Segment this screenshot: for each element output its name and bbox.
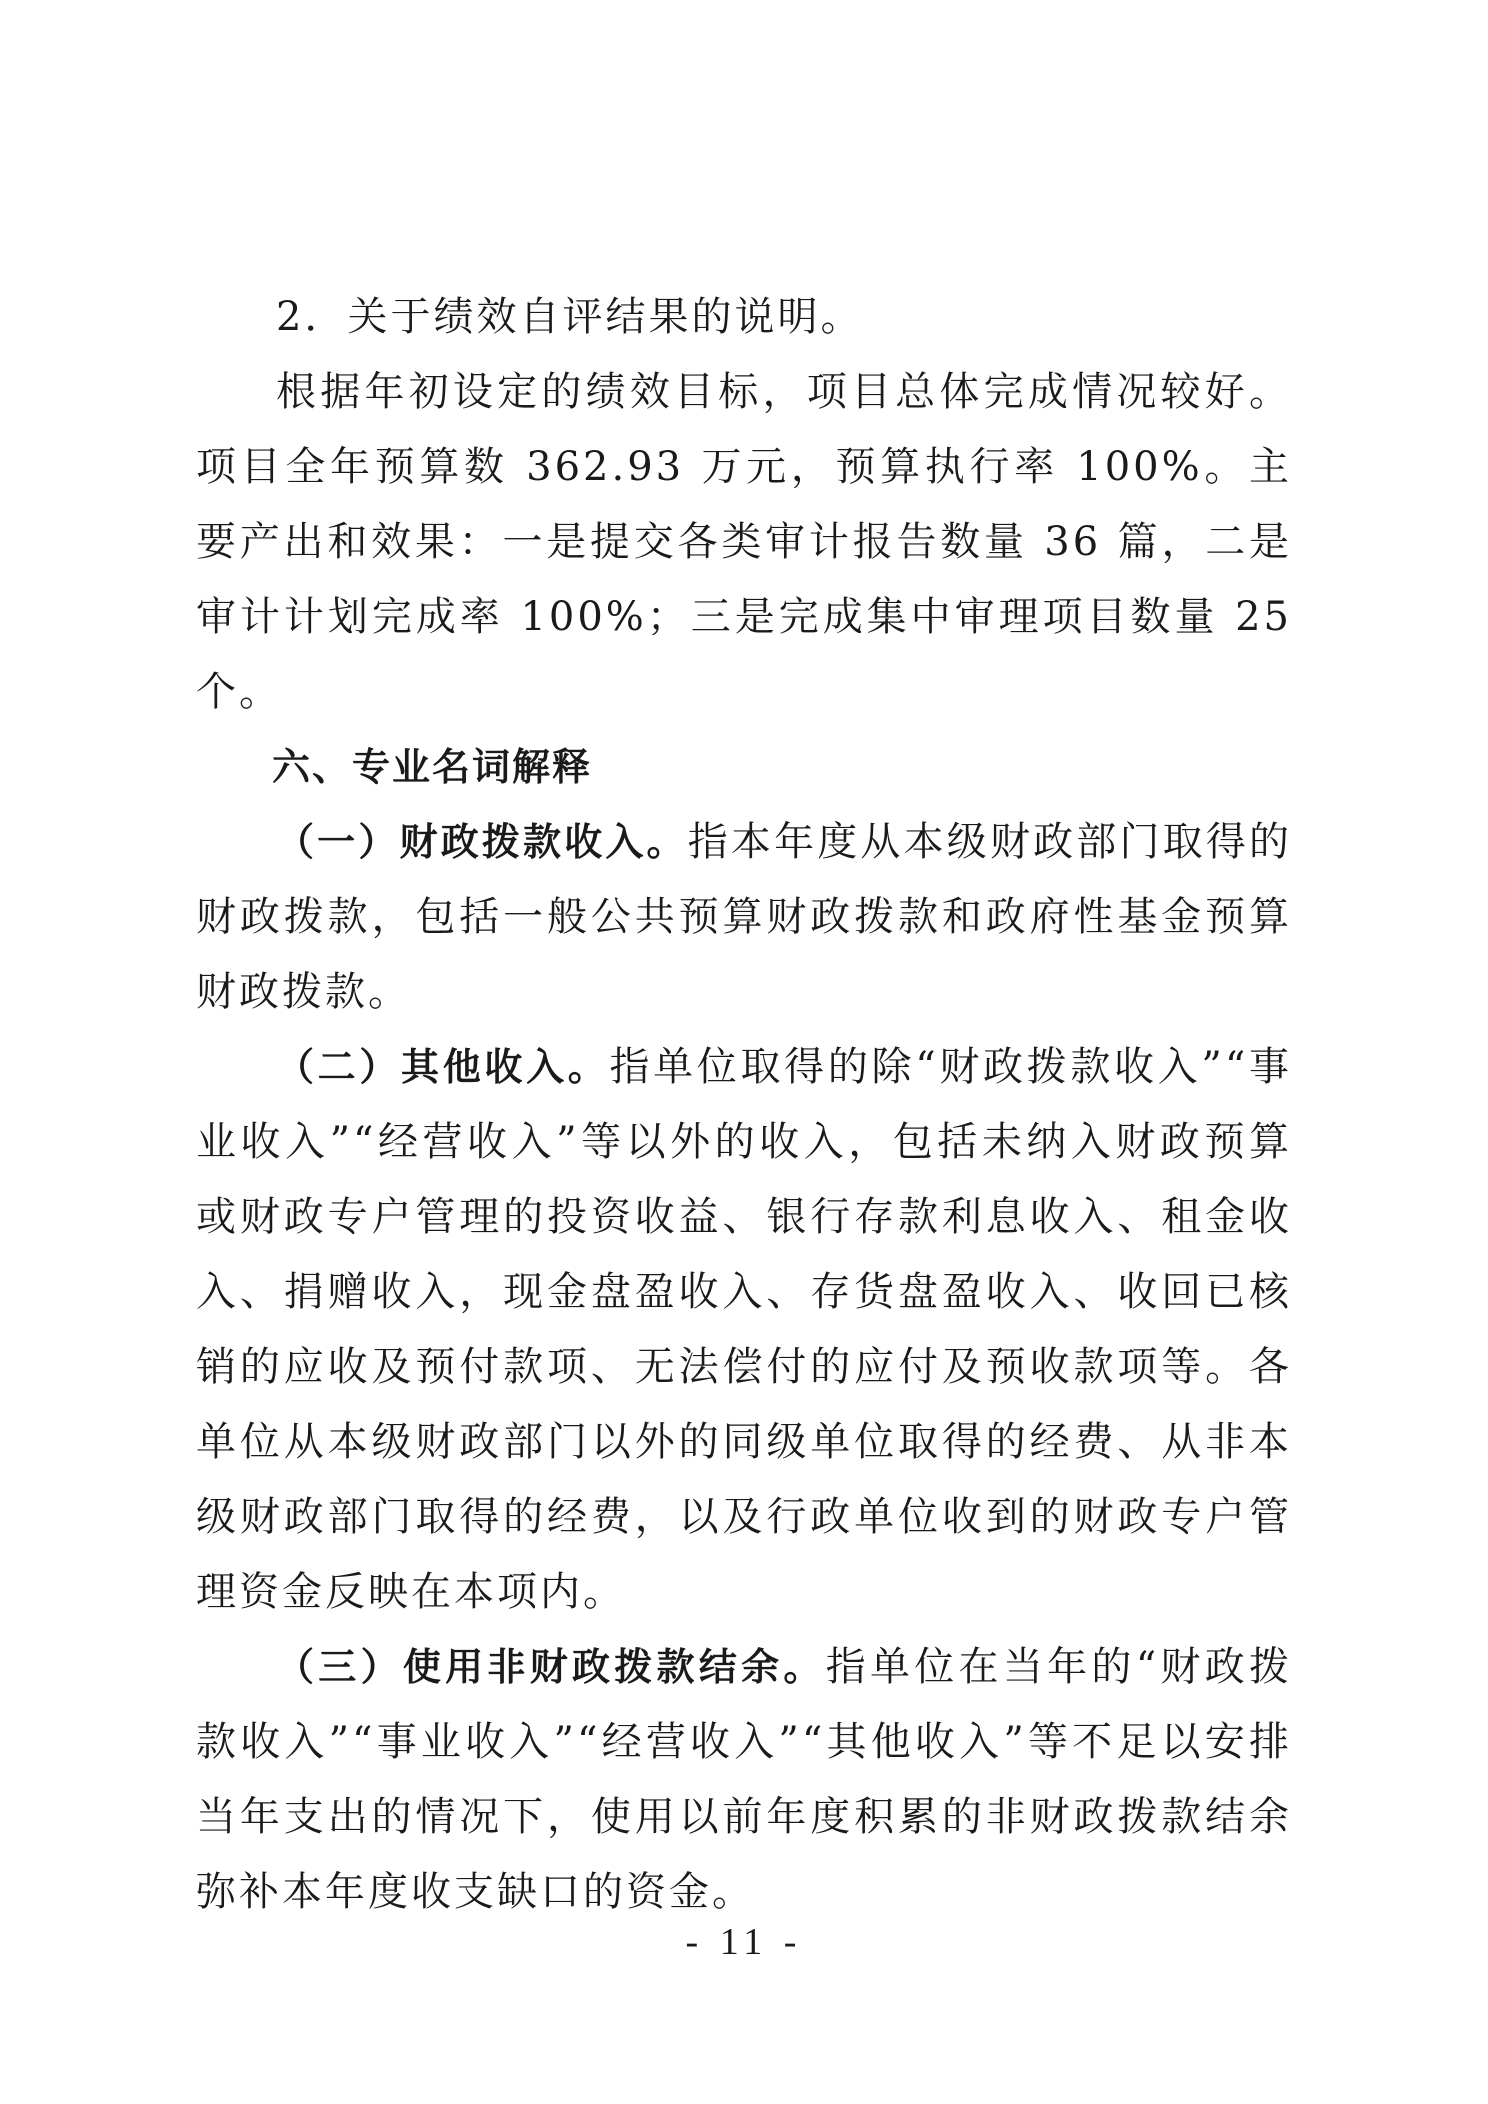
perf-item-title: 2．关于绩效自评结果的说明。 (276, 294, 864, 340)
page-number: - 11 - (685, 1921, 803, 1963)
term-3 (196, 1630, 1292, 1930)
glossary-heading: 六、专业名词解释 (272, 745, 593, 789)
perf-body: 根据年初设定的绩效目标，项目总体完成情况较好。项目全年预算数 362.93 万元，预算执行率 100%。主要产出和效果：一是提交各类审计报告数量 36 篇，二是审计计划完成率 100%；三是完成集中审理项目数量 25 个。 (196, 369, 1292, 715)
term-1-title: （一）财政拨款收入。 (276, 820, 688, 864)
term-3-body: 指单位在当年的“财政拨款收入”“事业收入”“经营收入”“其他收入”等不足以安排当年支出的情况下，使用以前年度积累的非财政拨款结余弥补本年度收支缺口的资金。 (196, 1644, 1292, 1915)
term-1 (196, 805, 1292, 1030)
term-2-title: （二）其他收入。 (276, 1045, 610, 1089)
page-content (196, 280, 1292, 1930)
term-1-body: 指本年度从本级财政部门取得的财政拨款，包括一般公共预算财政拨款和政府性基金预算财政拨款。 (196, 819, 1292, 1015)
term-3-title: （三）使用非财政拨款结余。 (276, 1645, 826, 1689)
term-2-body: 指单位取得的除“财政拨款收入”“事业收入”“经营收入”等以外的收入，包括未纳入财政预算或财政专户管理的投资收益、银行存款利息收入、租金收入、捐赠收入，现金盘盈收入、存货盘盈收入、收回已核销的应收及预付款项、无法偿付的应付及预收款项等。各单位从本级财政部门以外的同级单位取得的经费、从非本级财政部门取得的经费，以及行政单位收到的财政专户管理资金反映在本项内。 (196, 1044, 1292, 1615)
term-2 (196, 1030, 1292, 1630)
